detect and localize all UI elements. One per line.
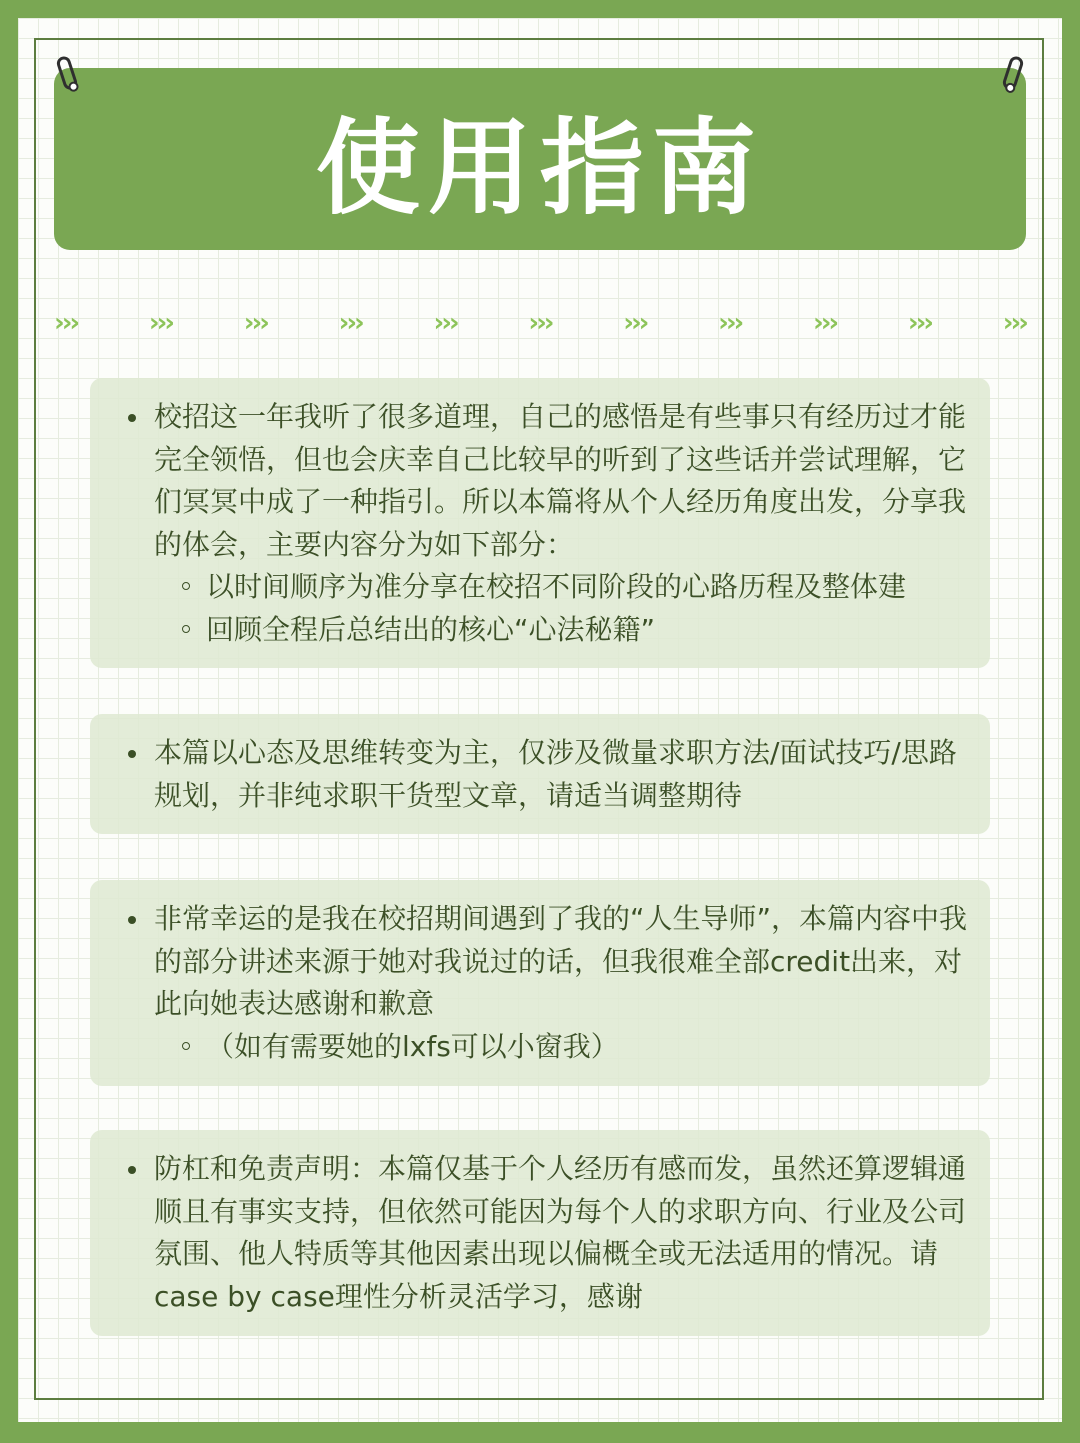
chevron-right-icon: ›››	[148, 308, 173, 338]
chevron-right-icon: ›››	[1002, 308, 1026, 338]
chevron-right-icon: ›››	[243, 308, 267, 338]
page-title: 使用指南	[315, 107, 764, 229]
chevron-right-icon: ›››	[813, 308, 837, 338]
bullet-item: 本篇以心态及思维转变为主，仅涉及微量求职方法/面试技巧/思路规划，并非纯求职干货型文章，请适当调整期待	[124, 732, 970, 817]
bullet-item: 校招这一年我听了很多道理，自己的感悟是有些事只有经历过才能完全领悟，但也会庆幸自己比较早的听到了这些话并尝试理解，它们冥冥中成了一种指引。所以本篇将从个人经历角度出发，分享我的体会，主要内容分为如下部分：	[124, 396, 970, 566]
title-banner	[54, 68, 1026, 250]
chevron-divider	[54, 308, 1026, 338]
chevron-right-icon: ›››	[54, 308, 78, 338]
note-card	[90, 714, 990, 834]
chevron-right-icon: ›››	[433, 308, 457, 338]
chevron-right-icon: ›››	[338, 308, 362, 338]
bullet-item: 非常幸运的是我在校招期间遇到了我的“人生导师”，本篇内容中我的部分讲述来源于她对我说过的话，但我很难全部credit出来，对此向她表达感谢和歉意	[124, 898, 970, 1026]
chevron-right-icon: ›››	[528, 308, 552, 338]
bullet-item: 防杠和免责声明：本篇仅基于个人经历有感而发，虽然还算逻辑通顺且有事实支持，但依然可能因为每个人的求职方向、行业及公司氛围、他人特质等其他因素出现以偏概全或无法适用的情况。请case by case理性分析灵活学习，感谢	[124, 1148, 970, 1318]
page-background	[18, 18, 1062, 1422]
note-card	[90, 1130, 990, 1336]
sub-bullet-item: 以时间顺序为准分享在校招不同阶段的心路历程及整体建	[124, 566, 970, 609]
note-card	[90, 378, 990, 668]
chevron-right-icon: ›››	[623, 308, 647, 338]
sub-bullet-item: 回顾全程后总结出的核心“心法秘籍”	[124, 609, 970, 652]
chevron-right-icon: ›››	[907, 308, 932, 338]
chevron-right-icon: ›››	[718, 308, 742, 338]
note-card	[90, 880, 990, 1086]
sub-bullet-item: （如有需要她的lxfs可以小窗我）	[124, 1026, 970, 1069]
